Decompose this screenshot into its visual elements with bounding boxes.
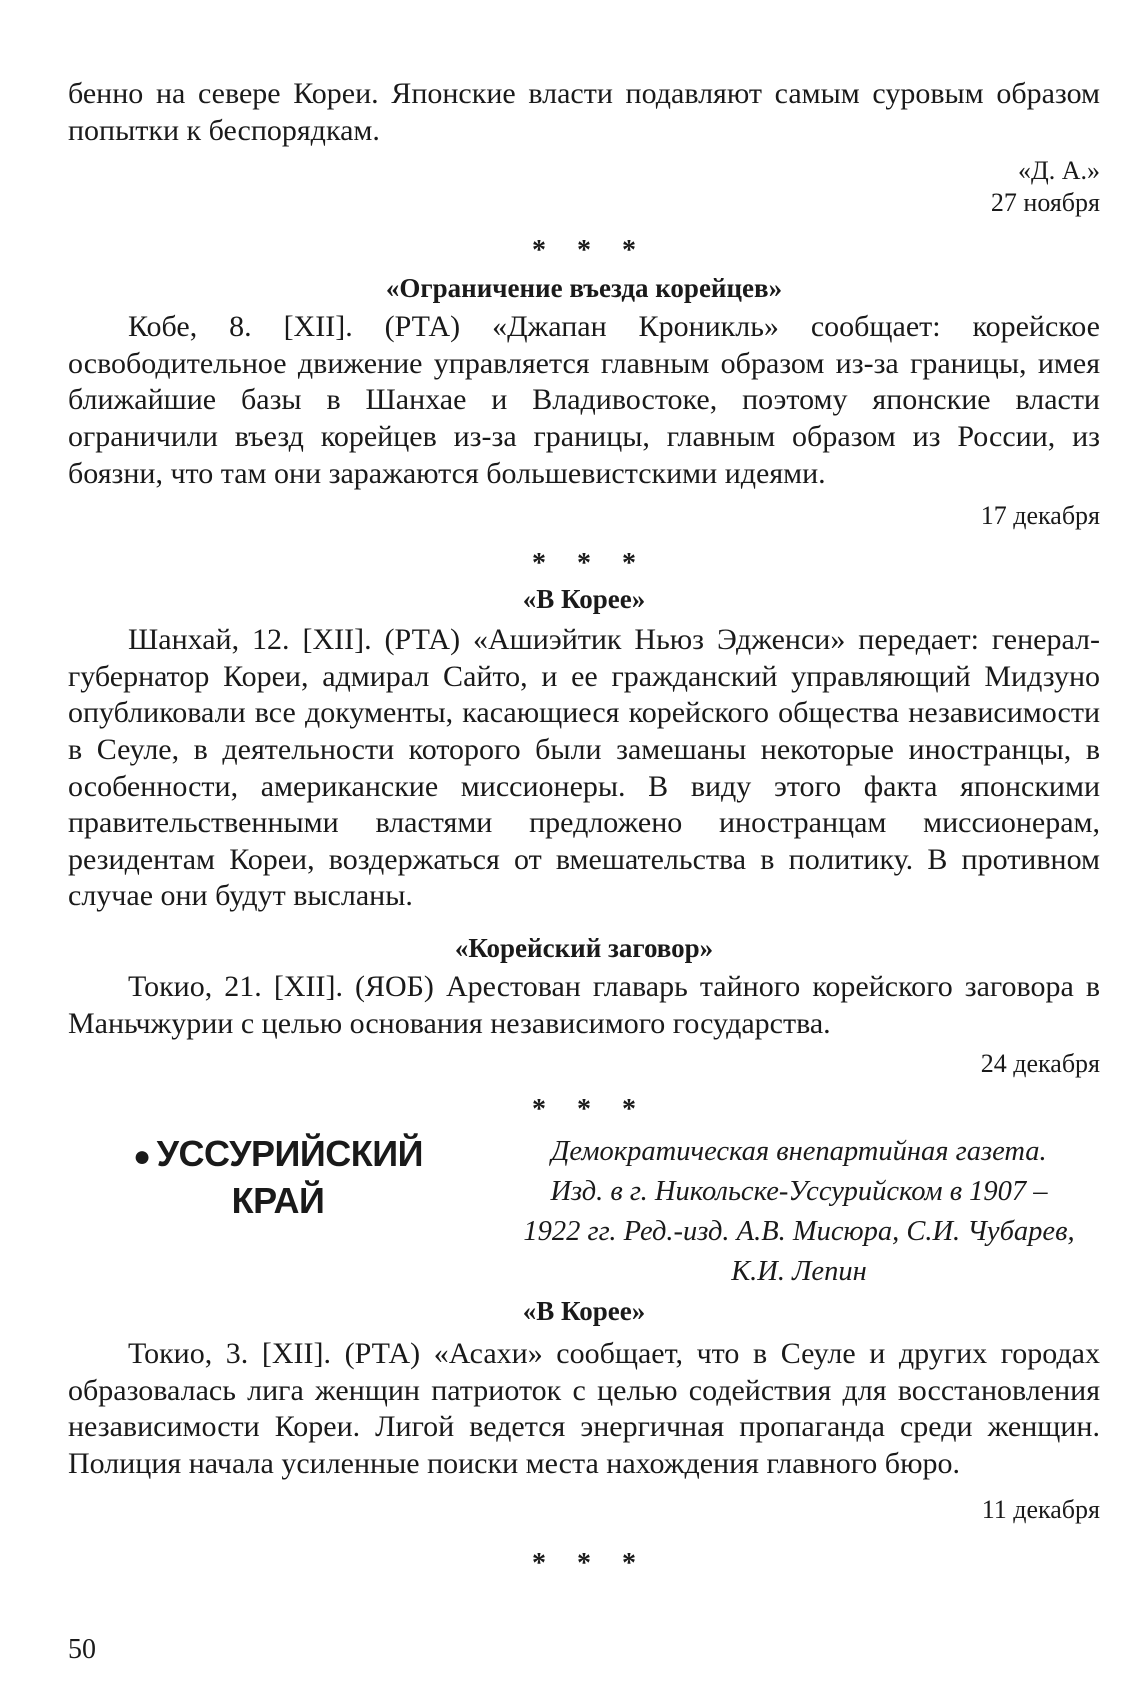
article-paragraph: Шанхай, 12. [XII]. (РТА) «Ашиэйтик Ньюз Эдженси» передает: генерал-губернатор Кореи, адмирал Сайто, и ее гражданский управляющий Мидзуно опубликовали все документы, касающиеся корейского общества независимости в Сеуле, в деятельности которого были замешаны некоторые иностранцы, в особенности, американские миссионеры. В виду этого факта японскими правительственными властями предложено иностранцам миссионерам, резидентам Кореи, воздержаться от вмешательства в политику. В противном случае они будут высланы. [68, 623, 1100, 913]
article-heading: «В Корее» [522, 584, 646, 615]
separator-stars: * * * [532, 235, 648, 267]
page-number: 50 [68, 1634, 96, 1665]
article-paragraph: Токио, 3. [XII]. (РТА) «Асахи» сообщает, что в Сеуле и других городах образовалась лига женщин патриоток с целью содействия для восстановления независимости Кореи. Лигой ведется энергичная пропаганда среди женщин. Полиция начала усиленные поиски места нахождения главного бюро. [68, 1337, 1100, 1480]
section-title-line: УССУРИЙСКИЙ [156, 1133, 423, 1175]
paragraph-continuation: бенно на севере Кореи. Японские власти подавляют самым суровым образом попытки к беспорядкам. [68, 77, 1100, 147]
article-heading: «Корейский заговор» [454, 932, 714, 963]
page-body [68, 76, 1100, 1578]
date-line: 27 ноября [990, 188, 1100, 218]
article-heading: «В Корее» [522, 1296, 646, 1327]
signature: «Д. А.» [1017, 156, 1100, 186]
section-title-line: КРАЙ [231, 1180, 325, 1222]
separator-stars: * * * [532, 1094, 648, 1126]
separator-stars: * * * [532, 548, 648, 580]
description-line: К.И. Лепин [731, 1256, 867, 1288]
newspaper-section [68, 1132, 1100, 1292]
description-line: Демократическая внепартийная газета. [551, 1136, 1047, 1168]
article-paragraph: Токио, 21. [XII]. (ЯОБ) Арестован главарь тайного корейского заговора в Маньчжурии с целью основания независимого государства. [68, 969, 1100, 1040]
article-paragraph: Кобе, 8. [XII]. (РТА) «Джапан Кроникль» сообщает: корейское освободительное движение управляется главным образом из-за границы, имея ближайшие базы в Шанхае и Владивостоке, поэтому японские власти ограничили въезд корейцев из-за границы, главным образом из России, из боязни, что там они заражаются большевистскими идеями. [68, 310, 1100, 490]
date-line: 11 декабря [981, 1495, 1100, 1525]
date-line: 17 декабря [980, 501, 1100, 531]
date-line: 24 декабря [980, 1049, 1100, 1079]
article-heading: «Ограничение въезда корейцев» [385, 273, 783, 304]
bullet-icon: ● [133, 1140, 151, 1174]
description-line: Изд. в г. Никольске-Уссурийском в 1907 – [550, 1176, 1048, 1208]
description-line: 1922 гг. Ред.-изд. А.В. Мисюра, С.И. Чубарев, [523, 1216, 1075, 1248]
section-title [68, 1132, 488, 1223]
separator-stars: * * * [532, 1548, 648, 1580]
newspaper-description [498, 1132, 1100, 1292]
